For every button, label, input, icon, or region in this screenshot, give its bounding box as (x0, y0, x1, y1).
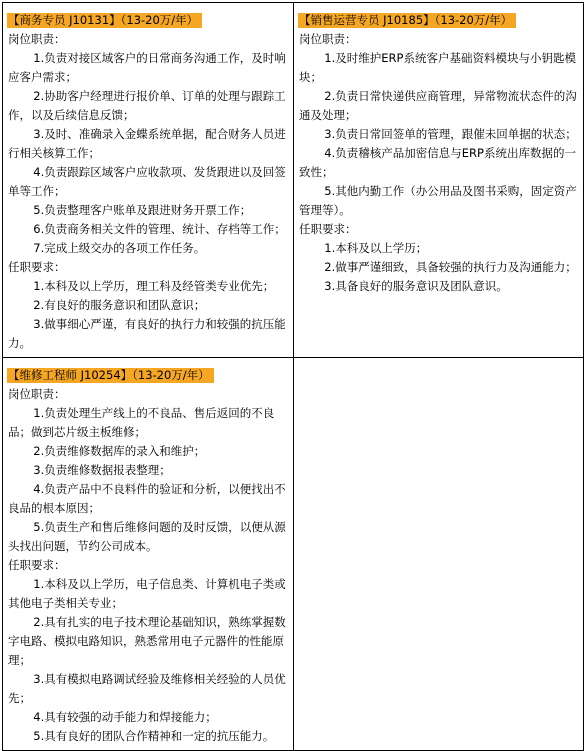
requirement-item: 3.具备良好的服务意识及团队意识。 (324, 279, 508, 293)
job-cell-sales-operations (294, 3, 584, 358)
duty-item: 2.负责维修数据库的录入和维护； (33, 444, 206, 458)
duty-heading: 岗位职责： (8, 32, 66, 46)
duty-item: 5.负责生产和售后维修问题的及时反馈，以便从源头找出问题，节约公司成本。 (8, 520, 286, 553)
duty-item: 3.及时、准确录入金蝶系统单据，配合财务人员进行相关核算工作； (8, 127, 286, 160)
job-title: 【销售运营专员 J10185】（13-20万/年） (298, 13, 516, 28)
job-title: 【商务专员 J10131】（13-20万/年） (7, 13, 202, 28)
requirement-heading: 任职要求： (8, 260, 66, 274)
requirement-item: 1.本科及以上学历； (324, 241, 428, 255)
job-title: 【维修工程师 J10254】（13-20万/年） (7, 368, 214, 383)
requirement-item: 1.本科及以上学历，理工科及经管类专业优先； (33, 279, 275, 293)
duty-item: 2.负责日常快递供应商管理，异常物流状态件的沟通及处理； (299, 89, 577, 122)
table-row (3, 358, 584, 751)
requirement-heading: 任职要求： (8, 558, 66, 572)
duty-item: 2.协助客户经理进行报价单、订单的处理与跟踪工作，以及后续信息反馈； (8, 89, 286, 122)
duty-item: 3.负责日常回签单的管理，跟催未回单据的状态； (324, 127, 577, 141)
duty-item: 4.负责产品中不良料件的验证和分析，以便找出不良品的根本原因； (8, 482, 286, 515)
table-row (3, 3, 584, 358)
job-cell-repair-engineer (3, 358, 294, 751)
duty-item: 4.负责稽核产品加密信息与ERP系统出库数据的一致性； (299, 146, 576, 179)
requirement-item: 3.做事细心严谨，有良好的执行力和较强的抗压能力。 (8, 317, 286, 350)
duty-item: 7.完成上级交办的各项工作任务。 (33, 241, 206, 255)
requirement-item: 2.具有扎实的电子技术理论基础知识，熟练掌握数字电路、模拟电路知识，熟悉常用电子元器件的性能原理； (8, 615, 286, 667)
duty-item: 3.负责维修数据报表整理； (33, 463, 171, 477)
duty-heading: 岗位职责： (8, 387, 66, 401)
duty-item: 6.负责商务相关文件的管理、统计、存档等工作； (33, 222, 286, 236)
duty-item: 4.负责跟踪区域客户应收款项、发货跟进以及回签单等工作； (8, 165, 286, 198)
job-cell-sales-affairs (3, 3, 294, 358)
duty-item: 1.及时维护ERP系统客户基础资料模块与小钥匙模块； (299, 51, 576, 84)
duty-item: 1.负责对接区域客户的日常商务沟通工作，及时响应客户需求； (8, 51, 286, 84)
empty-cell (294, 358, 584, 751)
job-table (2, 2, 584, 751)
requirement-item: 2.有良好的服务意识和团队意识； (33, 298, 206, 312)
duty-item: 5.负责整理客户账单及跟进财务开票工作； (33, 203, 252, 217)
requirement-item: 2.做事严谨细致，具备较强的执行力及沟通能力； (324, 260, 577, 274)
duty-item: 1.负责处理生产线上的不良品、售后返回的不良品；做到芯片级主板维修； (8, 406, 275, 439)
requirement-item: 5.具有良好的团队合作精神和一定的抗压能力。 (33, 729, 275, 743)
requirement-item: 1.本科及以上学历，电子信息类、计算机电子类或其他电子类相关专业； (8, 577, 286, 610)
requirement-item: 3.具有模拟电路调试经验及维修相关经验的人员优先； (8, 672, 286, 705)
requirement-heading: 任职要求： (299, 222, 357, 236)
requirement-item: 4.具有较强的动手能力和焊接能力； (33, 710, 217, 724)
duty-heading: 岗位职责： (299, 32, 357, 46)
duty-item: 5.其他内勤工作（办公用品及图书采购，固定资产管理等）。 (299, 184, 577, 217)
